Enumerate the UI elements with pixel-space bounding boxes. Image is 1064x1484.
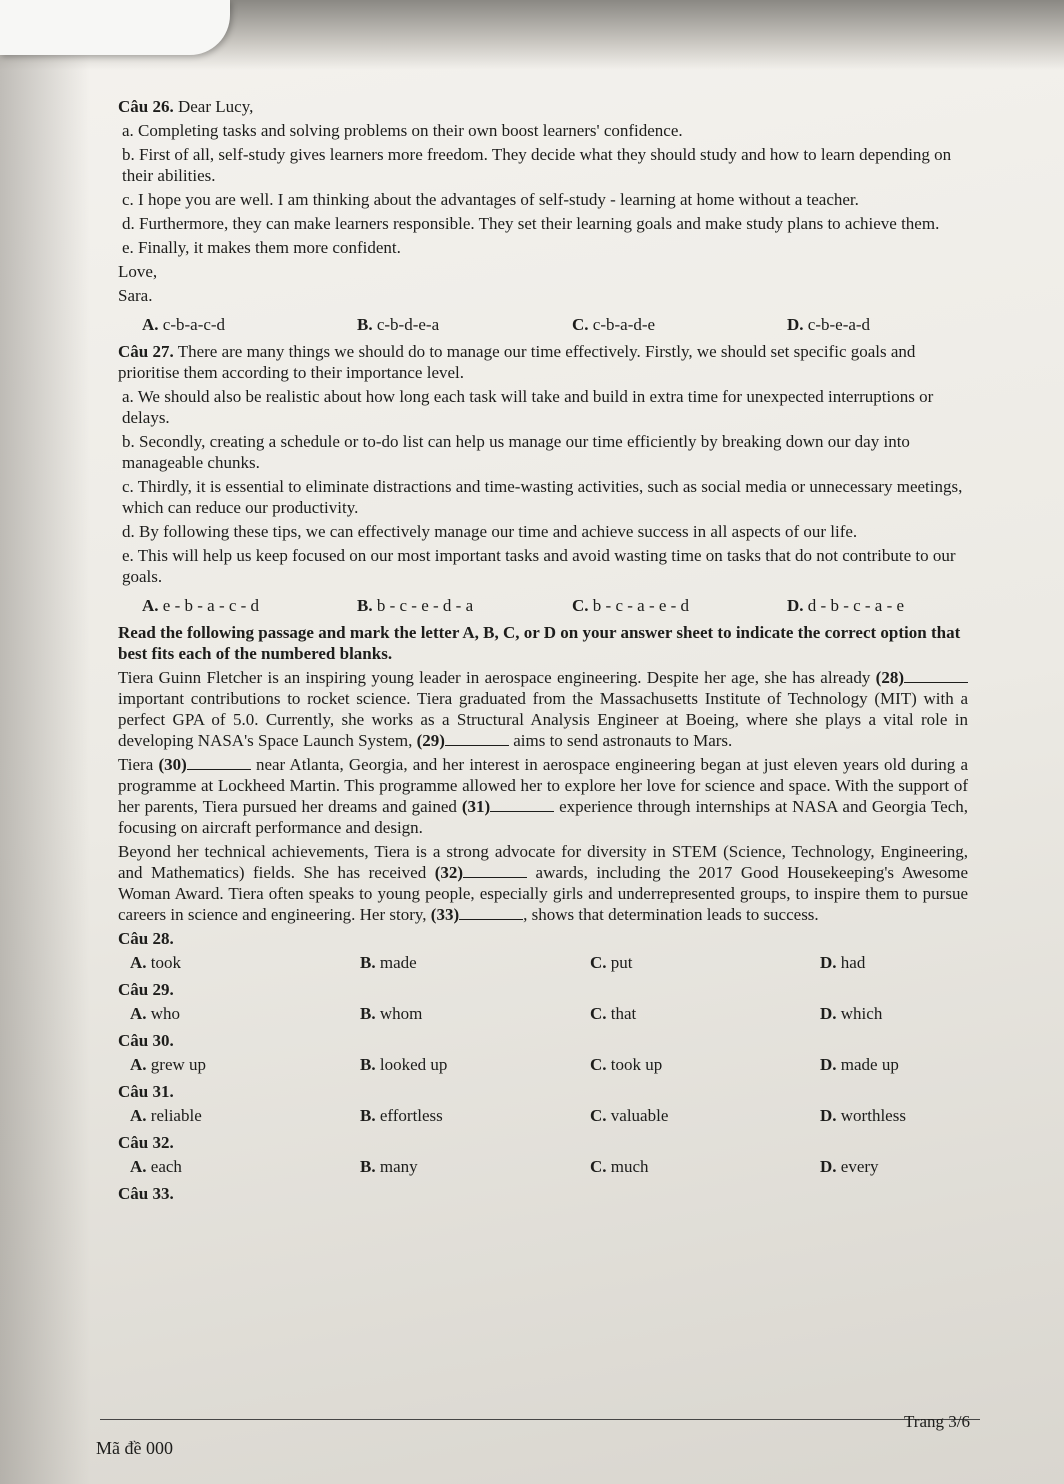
q27-heading <box>118 341 968 383</box>
passage-text: experience through internships at NASA and Georgia Tech, focusing on aircraft performance and design. <box>118 797 968 837</box>
blank-number-32: (32) <box>434 863 464 882</box>
option-text: c-b-a-d-e <box>592 315 656 334</box>
q27-line-a: a. We should also be realistic about how long each task will take and build in extra time for unexpected interruptions or delays. <box>122 387 934 427</box>
passage-text: near Atlanta, Georgia, and her interest in aerospace engineering began at just eleven years old during a programme at Lockheed Martin. This programme allowed her to explore her love for science and space. With the support of her parents, Tiera pursued her dreams and gained <box>118 755 969 816</box>
option-a[interactable] <box>130 952 360 973</box>
reading-instruction: Read the following passage and mark the letter A, B, C, or D on your answer sheet to indicate the correct option that best fits each of the numbered blanks. <box>118 623 961 663</box>
option-letter: D. <box>820 953 837 972</box>
question-label: Câu 32. <box>118 1133 174 1152</box>
option-text: e - b - a - c - d <box>162 596 260 615</box>
option-text: worthless <box>840 1106 906 1125</box>
option-letter: D. <box>820 1055 837 1074</box>
passage-text: awards, including the 2017 Good Housekeeping's Awesome Woman Award. Tiera often speaks to young people, especially girls and underrepresented groups, to inspire them to pursue careers in science and engineering. Her story, <box>118 863 969 924</box>
blank-number-33: (33) <box>430 905 460 924</box>
option-text: each <box>150 1157 182 1176</box>
question-label: Câu 29. <box>118 980 174 999</box>
option-text: many <box>379 1157 418 1176</box>
option-text: grew up <box>150 1055 207 1074</box>
q26-option-a[interactable] <box>142 314 357 335</box>
option-c[interactable] <box>590 1156 820 1177</box>
q27-line-b: b. Secondly, creating a schedule or to-do list can help us manage our time efficiently by breaking down our day into manageable chunks. <box>122 432 910 472</box>
option-text: made <box>379 953 417 972</box>
option-c[interactable] <box>590 1105 820 1126</box>
q27-option-a[interactable] <box>142 595 357 616</box>
question-label: Câu 31. <box>118 1082 174 1101</box>
option-letter: A. <box>130 953 147 972</box>
q26-option-b[interactable] <box>357 314 572 335</box>
option-letter: B. <box>360 1055 376 1074</box>
question-options <box>130 1003 968 1024</box>
option-a[interactable] <box>130 1156 360 1177</box>
option-letter: A. <box>142 315 159 334</box>
q26-line-e: e. Finally, it makes them more confident. <box>122 238 401 257</box>
option-c[interactable] <box>590 952 820 973</box>
passage-text: Tiera Guinn Fletcher is an inspiring young leader in aerospace engineering. Despite her age, she has already <box>118 668 871 687</box>
option-b[interactable] <box>360 1156 590 1177</box>
option-d[interactable] <box>820 1156 1020 1177</box>
option-c[interactable] <box>590 1003 820 1024</box>
option-letter: D. <box>820 1157 837 1176</box>
question-32 <box>118 1132 968 1177</box>
q27-line-e: e. This will help us keep focused on our most important tasks and avoid wasting time on tasks that do not contribute to our goals. <box>122 546 956 586</box>
passage-paragraph-2 <box>118 754 968 838</box>
option-text: took up <box>610 1055 663 1074</box>
option-text: effortless <box>379 1106 443 1125</box>
question-label: Câu 28. <box>118 929 174 948</box>
question-30 <box>118 1030 968 1075</box>
blank-31 <box>490 797 554 812</box>
option-d[interactable] <box>820 1105 1020 1126</box>
question-label: Câu 30. <box>118 1031 174 1050</box>
paper-corner <box>0 0 230 55</box>
option-letter: B. <box>360 1004 376 1023</box>
option-letter: C. <box>590 1004 607 1023</box>
question-31 <box>118 1081 968 1126</box>
option-text: b - c - e - d - a <box>376 596 474 615</box>
q26-option-d[interactable] <box>787 314 1002 335</box>
q27-line-c: c. Thirdly, it is essential to eliminate distractions and time-wasting activities, such as social media or unnecessary meetings, which can reduce our productivity. <box>122 477 963 517</box>
blank-32 <box>463 863 527 878</box>
passage-paragraph-3 <box>118 841 968 925</box>
q27-option-d[interactable] <box>787 595 1002 616</box>
blank-number-31: (31) <box>461 797 491 816</box>
option-letter: C. <box>590 1055 607 1074</box>
option-text: had <box>840 953 866 972</box>
option-c[interactable] <box>590 1054 820 1075</box>
q26-signature: Sara. <box>118 286 153 305</box>
blank-29 <box>445 731 509 746</box>
option-a[interactable] <box>130 1105 360 1126</box>
option-letter: A. <box>130 1004 147 1023</box>
option-letter: B. <box>360 953 376 972</box>
question-options <box>130 1156 968 1177</box>
question-29 <box>118 979 968 1024</box>
q27-line-d: d. By following these tips, we can effectively manage our time and achieve success in all aspects of our life. <box>122 522 858 541</box>
option-letter: A. <box>142 596 159 615</box>
option-text: whom <box>379 1004 423 1023</box>
blank-number-30: (30) <box>158 755 187 774</box>
option-text: that <box>610 1004 637 1023</box>
exam-content <box>118 96 968 1207</box>
option-text: took <box>150 953 182 972</box>
option-text: looked up <box>379 1055 448 1074</box>
q27-option-c[interactable] <box>572 595 787 616</box>
option-letter: C. <box>590 1157 607 1176</box>
q26-line-c: c. I hope you are well. I am thinking about the advantages of self-study - learning at home without a teacher. <box>122 190 859 209</box>
q26-label: Câu 26. <box>118 97 174 116</box>
q26-line-b: b. First of all, self-study gives learners more freedom. They decide what they should study and how to learn depending on their abilities. <box>122 145 952 185</box>
option-d[interactable] <box>820 1054 1020 1075</box>
option-letter: B. <box>357 596 373 615</box>
passage-text: Tiera <box>118 755 154 774</box>
option-letter: B. <box>360 1106 376 1125</box>
question-options <box>130 1105 968 1126</box>
passage-paragraph-1 <box>118 667 968 751</box>
option-letter: C. <box>572 315 589 334</box>
option-text: reliable <box>150 1106 202 1125</box>
option-text: d - b - c - a - e <box>807 596 905 615</box>
option-text: put <box>610 953 633 972</box>
q27-label: Câu 27. <box>118 342 174 361</box>
q26-closing: Love, <box>118 262 158 281</box>
option-letter: D. <box>787 596 804 615</box>
question-33-label: Câu 33. <box>118 1184 174 1203</box>
q26-greeting: Dear Lucy, <box>177 97 254 116</box>
option-b[interactable] <box>360 1054 590 1075</box>
option-letter: A. <box>130 1157 147 1176</box>
footer-divider <box>100 1419 980 1420</box>
passage-text: aims to send astronauts to Mars. <box>513 731 733 750</box>
question-options <box>130 1054 968 1075</box>
option-a[interactable] <box>130 1054 360 1075</box>
q26-heading <box>118 96 968 117</box>
page-number: Trang 3/6 <box>904 1412 970 1431</box>
option-b[interactable] <box>360 952 590 973</box>
exam-code: Mã đề 000 <box>96 1438 173 1458</box>
question-options <box>130 952 968 973</box>
page-shadow-left <box>0 0 90 1484</box>
option-letter: D. <box>820 1004 837 1023</box>
q26-line-a: a. Completing tasks and solving problems on their own boost learners' confidence. <box>122 121 683 140</box>
option-letter: D. <box>787 315 804 334</box>
option-b[interactable] <box>360 1003 590 1024</box>
option-b[interactable] <box>360 1105 590 1126</box>
blank-28 <box>904 668 968 683</box>
option-text: who <box>150 1004 181 1023</box>
blank-number-29: (29) <box>416 731 445 750</box>
blank-30 <box>187 755 251 770</box>
blank-33 <box>459 905 523 920</box>
option-text: c-b-e-a-d <box>807 315 871 334</box>
option-letter: C. <box>590 953 607 972</box>
q26-line-d: d. Furthermore, they can make learners responsible. They set their learning goals and make study plans to achieve them. <box>122 214 940 233</box>
q27-intro: There are many things we should do to manage our time effectively. Firstly, we should set specific goals and prioritise them according to their importance level. <box>118 342 916 382</box>
option-text: c-b-d-e-a <box>376 315 440 334</box>
option-letter: C. <box>590 1106 607 1125</box>
question-28 <box>118 928 968 973</box>
option-text: b - c - a - e - d <box>592 596 690 615</box>
passage-text: Beyond her technical achievements, Tiera is a strong advocate for diversity in STEM (Science, Technology, Engineering, and Mathematics) fields. She has received <box>118 842 968 882</box>
option-text: c-b-a-c-d <box>162 315 226 334</box>
option-letter: A. <box>130 1106 147 1125</box>
q27-option-b[interactable] <box>357 595 572 616</box>
passage-text: , shows that determination leads to success. <box>523 905 819 924</box>
option-text: much <box>610 1157 649 1176</box>
option-text: valuable <box>610 1106 669 1125</box>
option-a[interactable] <box>130 1003 360 1024</box>
q27-options <box>142 595 968 616</box>
option-text: every <box>840 1157 879 1176</box>
option-letter: C. <box>572 596 589 615</box>
option-text: made up <box>840 1055 899 1074</box>
blank-number-28: (28) <box>875 668 904 687</box>
option-letter: B. <box>360 1157 376 1176</box>
q26-option-c[interactable] <box>572 314 787 335</box>
option-letter: D. <box>820 1106 837 1125</box>
option-d[interactable] <box>820 1003 1020 1024</box>
option-d[interactable] <box>820 952 1020 973</box>
q26-options <box>142 314 968 335</box>
option-letter: B. <box>357 315 373 334</box>
option-letter: A. <box>130 1055 147 1074</box>
passage-text: important contributions to rocket science. Tiera graduated from the Massachusetts Institute of Technology (MIT) with a perfect GPA of 5.0. Currently, she works as a Structural Analysis Engineer at Boeing, where she plays a vital role in developing NASA's Space Launch System, <box>118 689 968 750</box>
option-text: which <box>840 1004 883 1023</box>
